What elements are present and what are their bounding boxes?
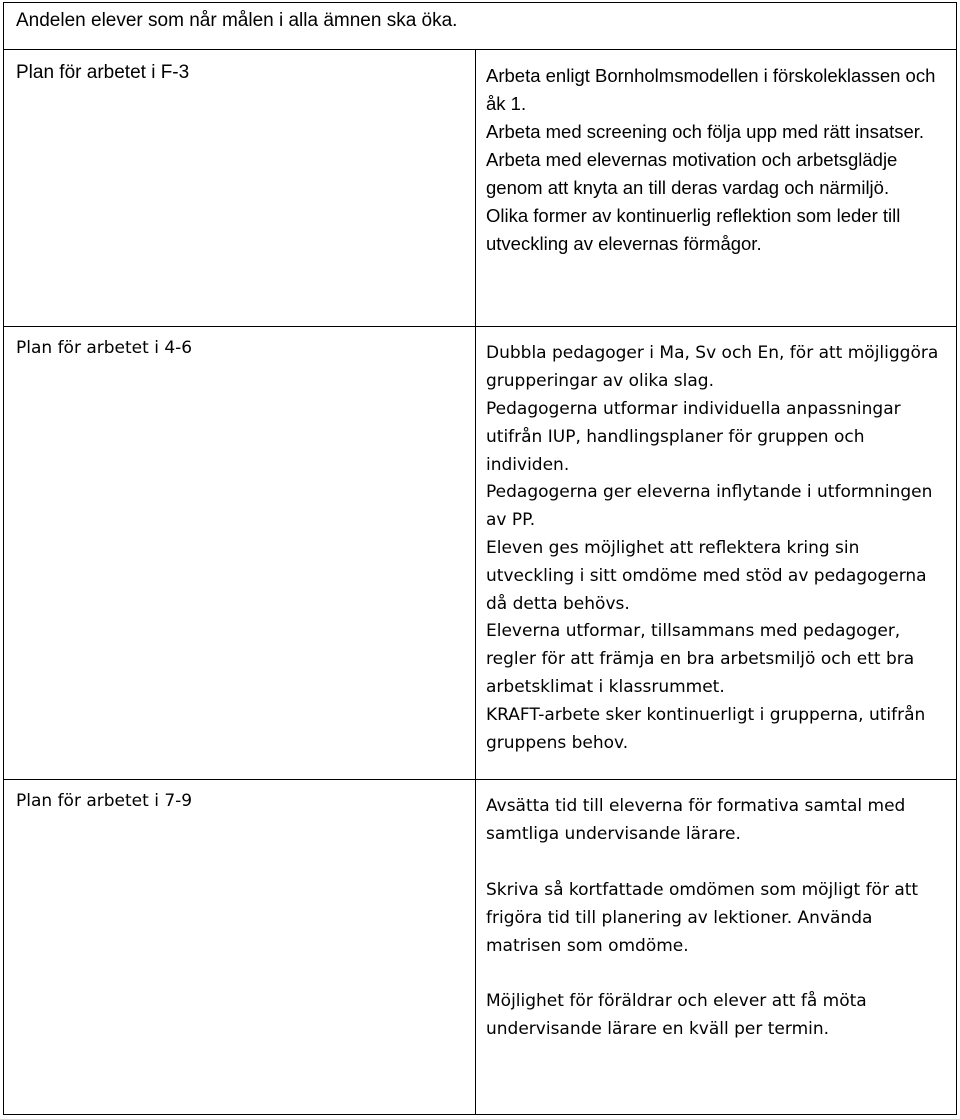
- plan-paragraph: Möjlighet för föräldrar och elever att få möta undervisande lärare en kväll per termin.: [486, 991, 867, 1040]
- plan-content-7-9: [476, 780, 956, 1044]
- plan-row-7-9: [4, 780, 957, 1115]
- header-cell: [4, 3, 957, 50]
- plan-item: Pedagogerna ger eleverna inflytande i utformningen av PP.: [486, 482, 933, 531]
- plan-label-cell: [4, 49, 476, 327]
- plan-item: Eleven ges möjlighet att reflektera kring sin utveckling i sitt omdöme med stöd av pedagogerna då detta behövs.: [486, 537, 927, 614]
- plan-content-4-6: [476, 327, 956, 757]
- header-row: [4, 3, 957, 50]
- plan-item: Arbeta med screening och följa upp med rätt insatser.: [486, 120, 925, 142]
- plan-label-4-6: Plan för arbetet i 4-6: [16, 338, 193, 359]
- plan-item: KRAFT-arbete sker kontinuerligt i grupperna, utifrån gruppens behov.: [486, 704, 926, 753]
- plan-paragraph: Skriva så kortfattade omdömen som möjligt för att frigöra tid till planering av lektioner. Använda matrisen som omdöme.: [486, 880, 919, 956]
- plan-row-f3: [4, 49, 957, 327]
- plan-label-7-9: Plan för arbetet i 7-9: [16, 791, 193, 812]
- plan-content-f3: [476, 50, 956, 258]
- plan-item: Olika former av kontinuerlig reflektion som leder till utveckling av elevernas förmågor.: [486, 204, 901, 254]
- goal-heading: Andelen elever som når målen i alla ämnen ska öka.: [16, 10, 458, 31]
- plan-row-4-6: [4, 327, 957, 780]
- plan-item: Eleverna utformar, tillsammans med pedagoger, regler för att främja en bra arbetsmiljö och ett bra arbetsklimat i klassrummet.: [486, 621, 915, 697]
- plan-item: Pedagogerna utformar individuella anpassningar utifrån IUP, handlingsplaner för gruppen och individen.: [486, 398, 901, 475]
- plan-label-cell: [4, 780, 476, 1115]
- plan-item: Arbeta enligt Bornholmsmodellen i förskoleklassen och åk 1.: [486, 64, 936, 114]
- plan-item: Arbeta med elevernas motivation och arbetsglädje genom att knyta an till deras vardag och närmiljö.: [486, 148, 898, 198]
- plan-label-f3: Plan för arbetet i F-3: [16, 61, 190, 83]
- plan-paragraph: Avsätta tid till eleverna för formativa samtal med samtliga undervisande lärare.: [486, 796, 906, 845]
- plan-content-cell: [476, 327, 957, 780]
- plan-label-cell: [4, 327, 476, 780]
- plan-content-cell: [476, 780, 957, 1115]
- plan-item: Dubbla pedagoger i Ma, Sv och En, för att möjliggöra grupperingar av olika slag.: [486, 343, 939, 392]
- plan-table: [3, 2, 957, 1115]
- plan-content-cell: [476, 49, 957, 327]
